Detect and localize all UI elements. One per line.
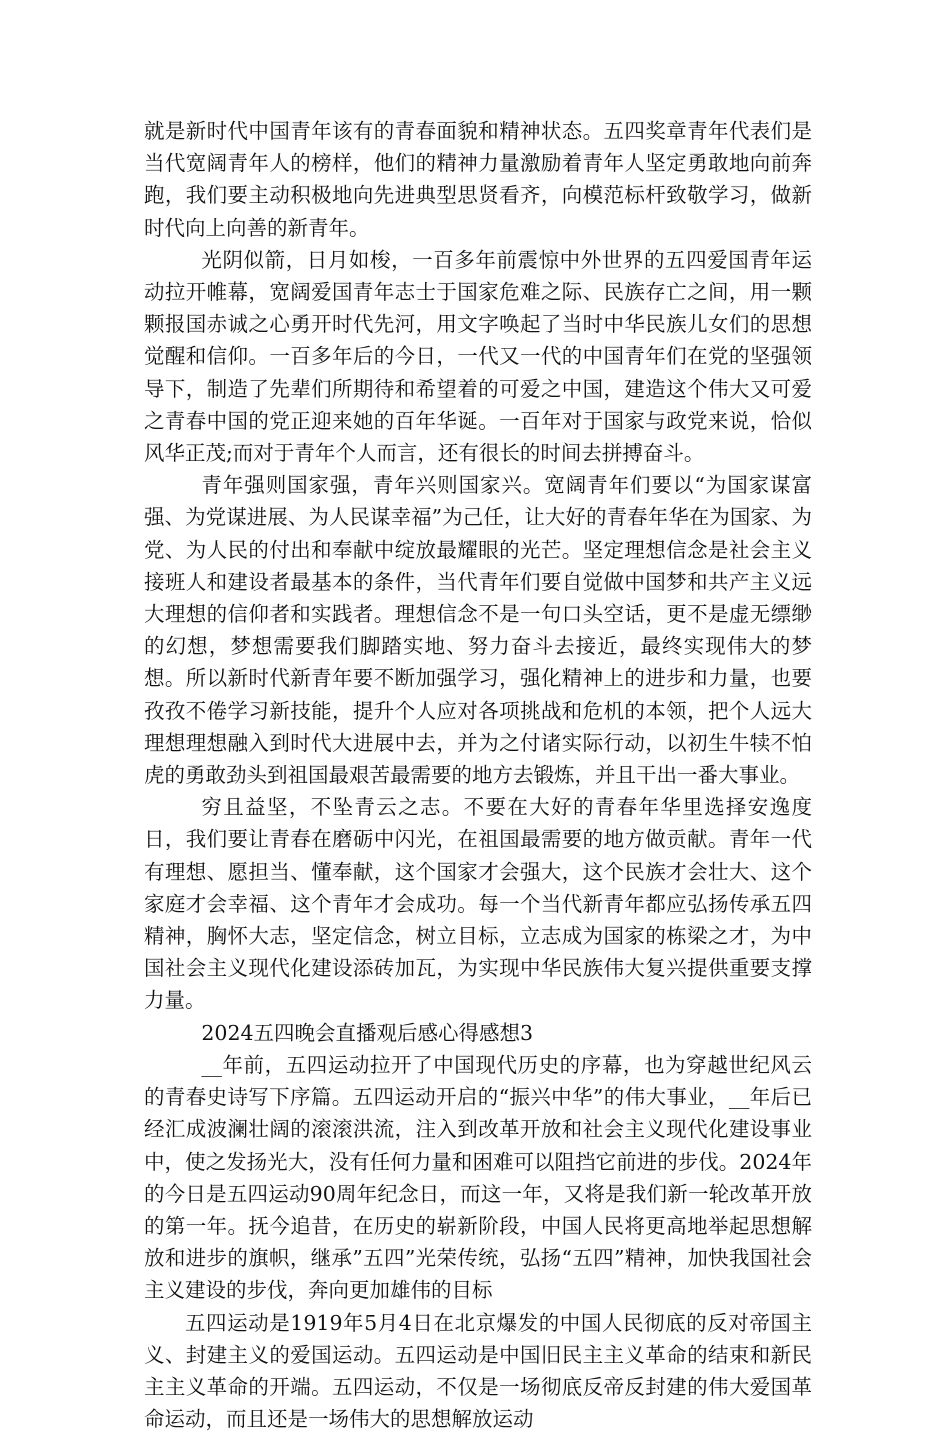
section-heading: 2024五四晚会直播观后感心得感想3 bbox=[201, 1020, 534, 1045]
document-body bbox=[144, 115, 812, 1435]
paragraph-3: 青年强则国家强，青年兴则国家兴。宽阔青年们要以“为国家谋富强、为党谋进展、为人民谋幸福”为己任，让大好的青春年华在为国家、为党、为人民的付出和奉献中绽放最耀眼的光芒。坚定理想信念是社会主义接班人和建设者最基本的条件，当代青年们要自觉做中国梦和共产主义远大理想的信仰者和实践者。理想信念不是一句口头空话，更不是虚无缥缈的幻想，梦想需要我们脚踏实地、努力奋斗去接近，最终实现伟大的梦想。所以新时代新青年要不断加强学习，强化精神上的进步和力量，也要孜孜不倦学习新技能，提升个人应对各项挑战和危机的本领，把个人远大理想理想融入到时代大进展中去，并为之付诸实际行动，以初生牛犊不怕虎的勇敢劲头到祖国最艰苦最需要的地方去锻炼，并且干出一番大事业。 bbox=[144, 473, 812, 788]
paragraph-6: 五四运动是1919年5月4日在北京爆发的中国人民彻底的反对帝国主义、封建主义的爱国运动。五四运动是中国旧民主主义革命的结束和新民主主义革命的开端。五四运动，不仅是一场彻底反帝反封建的伟大爱国革命运动，而且还是一场伟大的思想解放运动 bbox=[144, 1310, 812, 1432]
paragraph-1: 就是新时代中国青年该有的青春面貌和精神状态。五四奖章青年代表们是当代宽阔青年人的榜样，他们的精神力量激励着青年人坚定勇敢地向前奔跑，我们要主动积极地向先进典型思贤看齐，向模范标杆致敬学习，做新时代向上向善的新青年。 bbox=[144, 119, 812, 240]
paragraph-2: 光阴似箭，日月如梭，一百多年前震惊中外世界的五四爱国青年运动拉开帷幕，宽阔爱国青年志士于国家危难之际、民族存亡之间，用一颗颗报国赤诚之心勇开时代先河，用文字唤起了当时中华民族儿女们的思想觉醒和信仰。一百多年后的今日，一代又一代的中国青年们在党的坚强领导下，制造了先辈们所期待和希望着的可爱之中国，建造这个伟大又可爱之青春中国的党正迎来她的百年华诞。一百年对于国家与政党来说，恰似风华正茂;而对于青年个人而言，还有很长的时间去拼搏奋斗。 bbox=[144, 247, 812, 466]
paragraph-4: 穷且益坚，不坠青云之志。不要在大好的青春年华里选择安逸度日，我们要让青春在磨砺中闪光，在祖国最需要的地方做贡献。青年一代有理想、愿担当、懂奉献，这个国家才会强大，这个民族才会壮大、这个家庭才会幸福、这个青年才会成功。每一个当代新青年都应弘扬传承五四精神，胸怀大志，坚定信念，树立目标，立志成为国家的栋梁之才，为中国社会主义现代化建设添砖加瓦，为实现中华民族伟大复兴提供重要支撑力量。 bbox=[144, 795, 812, 1013]
paragraph-5: __年前，五四运动拉开了中国现代历史的序幕，也为穿越世纪风云的青春史诗写下序篇。五四运动开启的“振兴中华”的伟大事业，__年后已经汇成波澜壮阔的滚滚洪流，注入到改革开放和社会主义现代化建设事业中，使之发扬光大，没有任何力量和困难可以阻挡它前进的步伐。2024年的今日是五四运动90周年纪念日，而这一年，又将是我们新一轮改革开放的第一年。抚今追昔，在历史的崭新阶段，中国人民将更高地举起思想解放和进步的旗帜，继承”五四”光荣传统，弘扬“五四”精神，加快我国社会主义建设的步伐，奔向更加雄伟的目标 bbox=[144, 1052, 812, 1303]
